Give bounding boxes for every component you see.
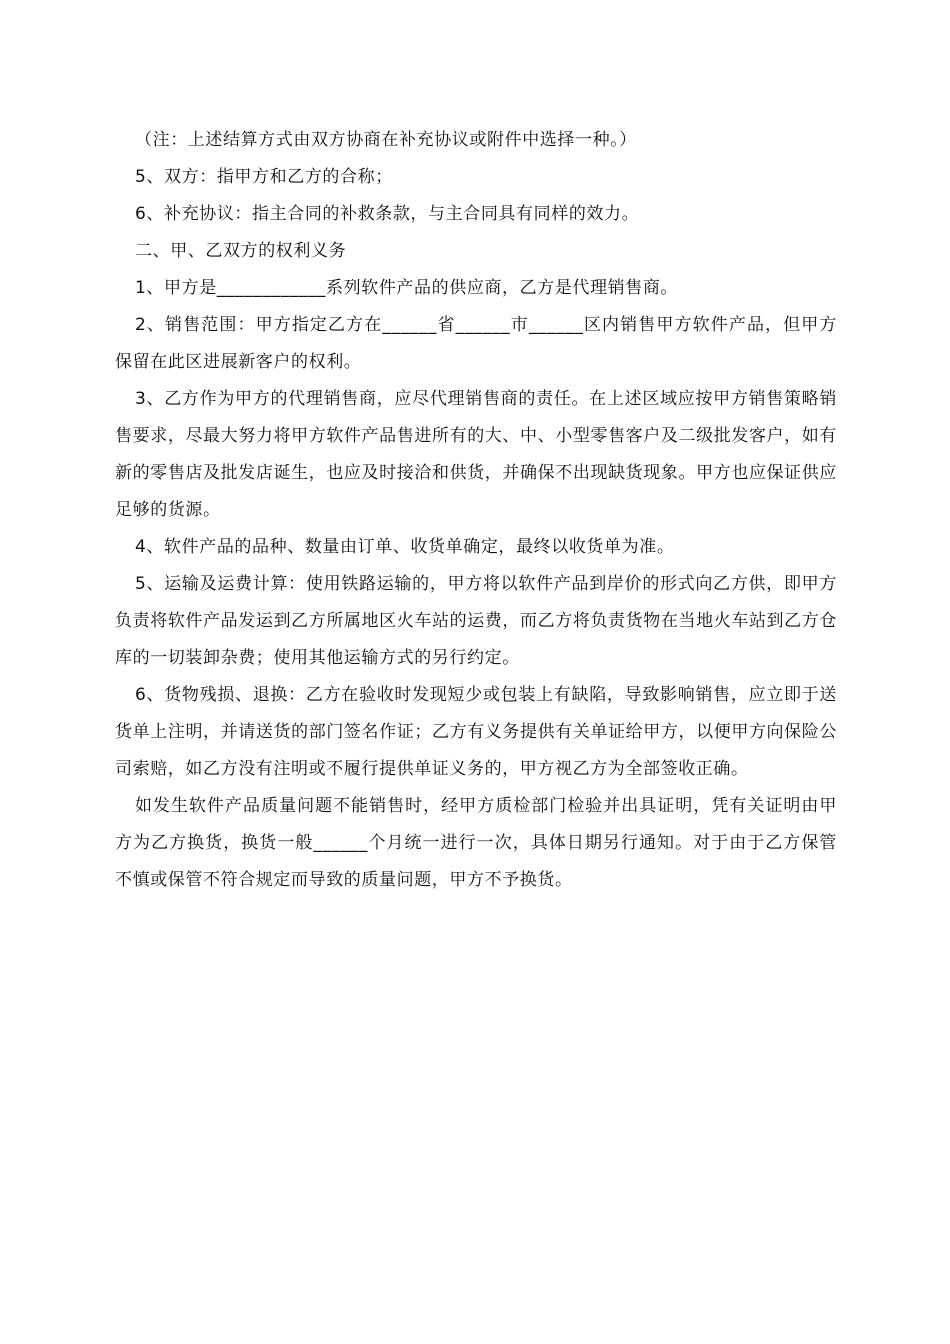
definition-both-parties: 5、双方：指甲方和乙方的合称； <box>135 167 393 187</box>
clause-quality-exchange: 如发生软件产品质量问题不能销售时，经甲方质检部门检验并出具证明，凭有关证明由甲方为乙方换货，换货一般______个月统一进行一次，具体日期另行通知。对于由于乙方保管不慎或保管不符合规定而导致的质量问题，甲方不予换货。 <box>115 796 837 890</box>
clause-product-quantity: 4、软件产品的品种、数量由订单、收货单确定，最终以收货单为准。 <box>135 537 675 557</box>
settlement-note: （注：上述结算方式由双方协商在补充协议或附件中选择一种。） <box>135 130 637 150</box>
clause-agent-responsibility: 3、乙方作为甲方的代理销售商，应尽代理销售商的责任。在上述区域应按甲方销售策略销售要求，尽最大努力将甲方软件产品售进所有的大、中、小型零售客户及二级批发客户，如有新的零售店及批发店诞生，也应及时接洽和供货，并确保不出现缺货现象。甲方也应保证供应足够的货源。 <box>115 389 837 520</box>
clause-damage-returns: 6、货物残损、退换：乙方在验收时发现短少或包装上有缺陷，导致影响销售，应立即于送货单上注明，并请送货的部门签名作证；乙方有义务提供有关单证给甲方，以便甲方向保险公司索赔，如乙方没有注明或不履行提供单证义务的，甲方视乙方为全部签收正确。 <box>115 685 837 779</box>
definition-supplementary-agreement: 6、补充协议：指主合同的补救条款，与主合同具有同样的效力。 <box>135 204 640 224</box>
clause-sales-region: 2、销售范围：甲方指定乙方在______省______市______区内销售甲方软件产品，但甲方保留在此区进展新客户的权利。 <box>115 315 837 372</box>
clause-supplier-role: 1、甲方是____________系列软件产品的供应商，乙方是代理销售商。 <box>135 278 679 298</box>
clause-transport-costs: 5、运输及运费计算：使用铁路运输的，甲方将以软件产品到岸价的形式向乙方供，即甲方负责将软件产品发运到乙方所属地区火车站的运费，而乙方将负责货物在当地火车站到乙方仓库的一切装卸杂费；使用其他运输方式的另行约定。 <box>115 574 837 668</box>
section-heading-rights-obligations: 二、甲、乙双方的权利义务 <box>135 241 347 261</box>
document-body <box>115 122 837 899</box>
